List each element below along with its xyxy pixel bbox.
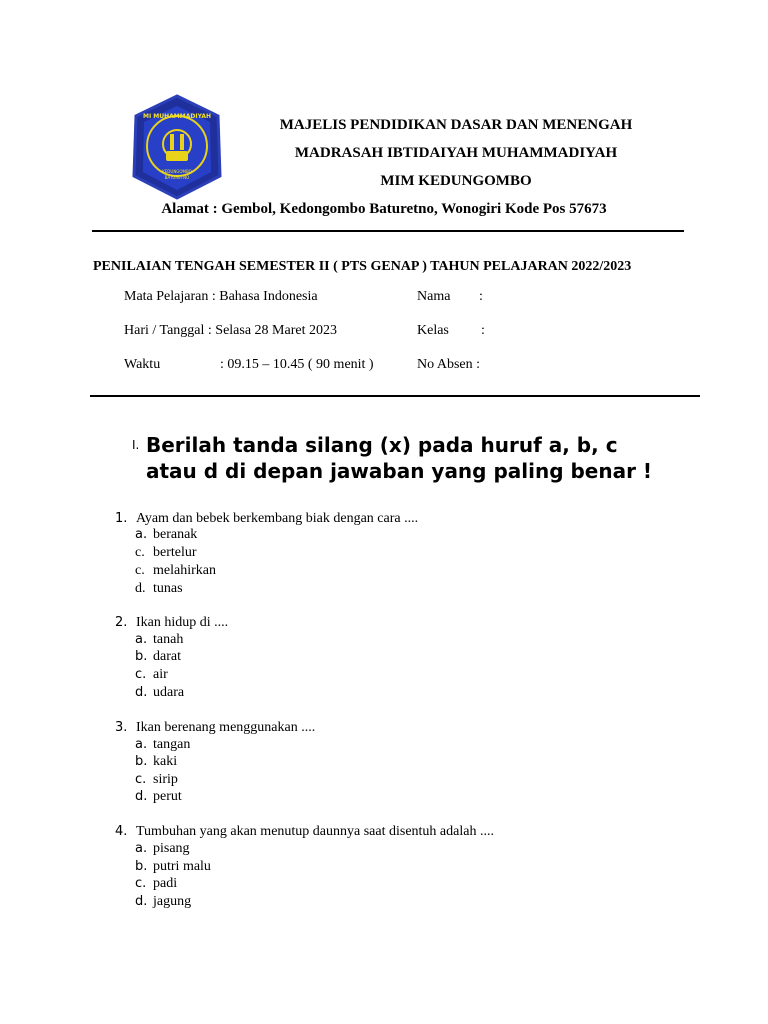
header-address: Alamat : Gembol, Kedongombo Baturetno, Wonogiri Kode Pos 57673 [161, 201, 607, 217]
option-text: beranak [153, 527, 198, 542]
question-number: 2. [115, 615, 128, 630]
info-class-label: Kelas [417, 323, 449, 338]
info-subject: Mata Pelajaran : Bahasa Indonesia [124, 289, 318, 304]
option-text: udara [153, 685, 185, 700]
option-letter: d. [135, 789, 148, 804]
logo-base-text-2: BATURETNO [164, 175, 190, 180]
info-name-label: Nama [417, 289, 451, 304]
option-letter: a. [135, 841, 148, 856]
option-letter: c. [135, 667, 147, 682]
option-letter: d. [135, 581, 146, 596]
question-text: Tumbuhan yang akan menutup daunnya saat disentuh adalah .... [136, 824, 494, 839]
instruction-line-1: Berilah tanda silang (x) pada huruf a, b, c [146, 433, 618, 457]
option-item [135, 649, 181, 665]
question-number: 1. [115, 511, 128, 526]
option-letter: b. [135, 859, 148, 874]
option-item [135, 841, 190, 857]
option-item [135, 581, 183, 597]
option-item [135, 754, 177, 770]
question-text: Ikan berenang menggunakan .... [136, 720, 316, 735]
option-item [135, 527, 197, 543]
header-line-3: MIM KEDUNGOMBO [380, 173, 532, 189]
option-text: putri malu [153, 859, 211, 874]
option-item [135, 772, 178, 788]
question-text: Ikan hidup di .... [136, 615, 229, 630]
option-item [135, 859, 211, 875]
option-text: tunas [153, 581, 183, 596]
question-number: 3. [115, 720, 128, 735]
question-number: 4. [115, 824, 128, 839]
option-item [135, 894, 191, 910]
option-item [135, 789, 182, 805]
header-line-2: MADRASAH IBTIDAIYAH MUHAMMADIYAH [294, 145, 618, 161]
logo-ring-text: MI MUHAMMADIYAH [142, 113, 212, 120]
option-letter: c. [135, 876, 147, 891]
option-text: padi [153, 876, 178, 891]
question-text: Ayam dan bebek berkembang biak dengan cara .... [136, 511, 419, 526]
exam-title: PENILAIAN TENGAH SEMESTER II ( PTS GENAP ) TAHUN PELAJARAN 2022/2023 [93, 259, 632, 274]
option-letter: c. [135, 772, 147, 787]
option-letter: a. [135, 527, 148, 542]
info-divider [90, 395, 700, 397]
instruction-line-2: atau d di depan jawaban yang paling benar ! [146, 459, 653, 483]
option-text: bertelur [153, 545, 197, 560]
header-line-1: MAJELIS PENDIDIKAN DASAR DAN MENENGAH [279, 117, 633, 133]
option-item [135, 737, 190, 753]
option-letter: c. [135, 545, 145, 560]
option-text: jagung [153, 894, 192, 909]
option-text: kaki [153, 754, 178, 769]
logo-base-text-1: KEDUNGOMBO [162, 169, 192, 174]
option-letter: a. [135, 737, 148, 752]
info-time-label: Waktu [124, 357, 161, 372]
option-item [135, 545, 197, 561]
section-number: I. [132, 438, 140, 452]
option-item [135, 876, 177, 892]
option-text: melahirkan [153, 563, 216, 578]
option-letter: d. [135, 894, 148, 909]
option-text: air [153, 667, 168, 682]
option-text: darat [153, 649, 181, 664]
info-class-colon: : [481, 323, 485, 338]
option-letter: c. [135, 563, 145, 578]
option-text: pisang [153, 841, 190, 856]
option-item [135, 632, 183, 648]
option-item [135, 667, 168, 683]
info-absen-label: No Absen : [417, 357, 480, 372]
option-item [135, 685, 184, 701]
option-text: tanah [153, 632, 184, 647]
option-letter: b. [135, 754, 148, 769]
option-letter: a. [135, 632, 148, 647]
info-date: Hari / Tanggal : Selasa 28 Maret 2023 [124, 323, 337, 338]
info-time-value: : 09.15 – 10.45 ( 90 menit ) [220, 357, 374, 372]
info-name-colon: : [479, 289, 483, 304]
option-text: perut [153, 789, 182, 804]
option-letter: b. [135, 649, 148, 664]
option-text: sirip [153, 772, 178, 787]
option-item [135, 563, 216, 579]
option-letter: d. [135, 685, 148, 700]
header-divider [92, 230, 684, 232]
option-text: tangan [153, 737, 191, 752]
